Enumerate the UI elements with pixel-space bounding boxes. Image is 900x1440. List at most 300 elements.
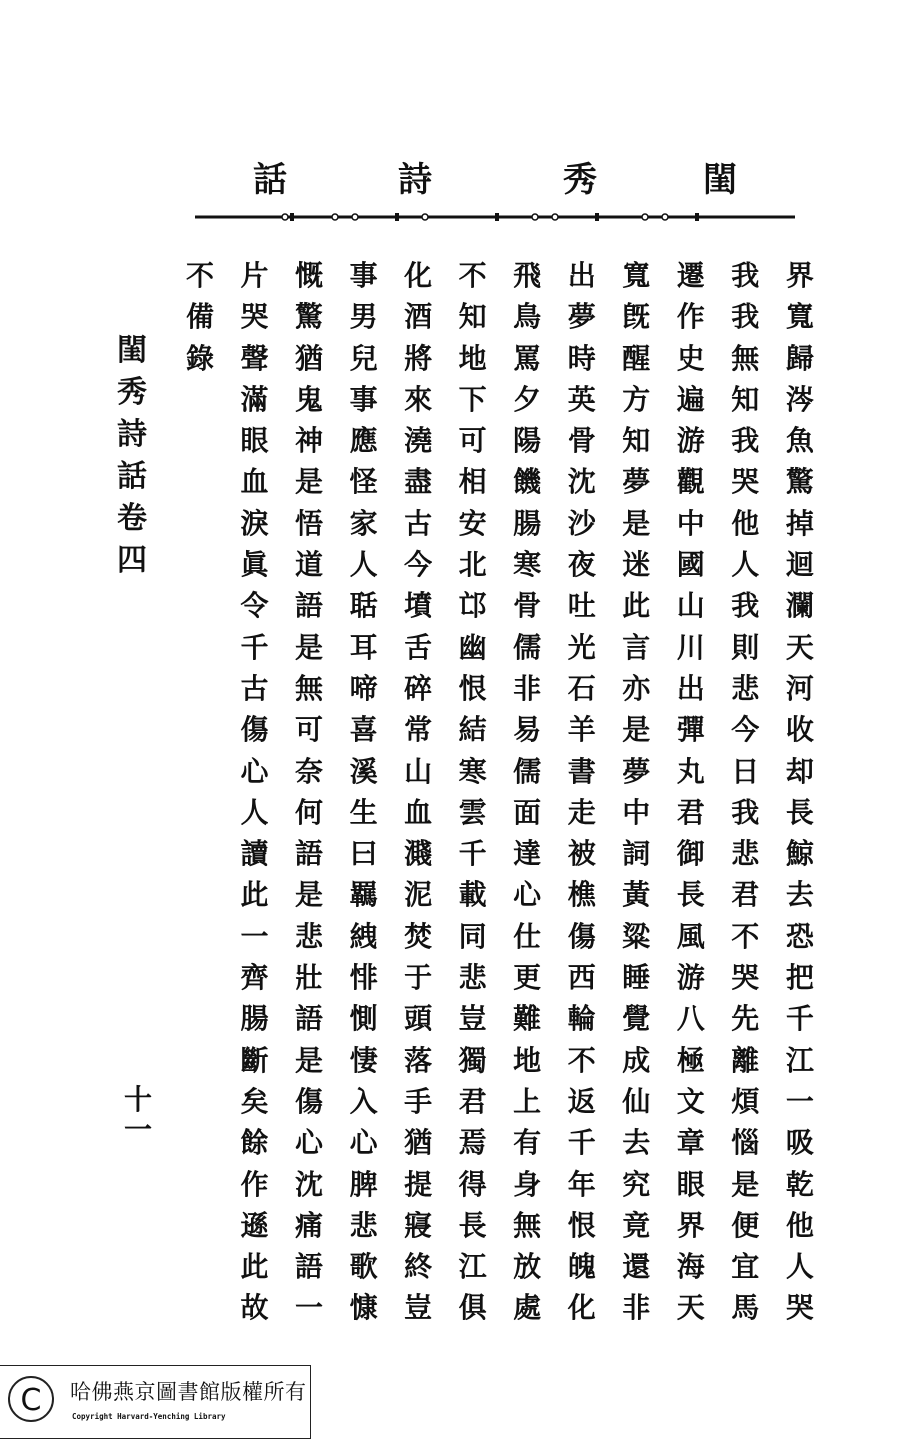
text-char: 石 [567, 671, 596, 705]
text-char: 寒 [513, 548, 542, 582]
text-char: 御 [676, 837, 705, 871]
text-char: 年 [567, 1167, 596, 1201]
text-char: 英 [567, 382, 596, 416]
text-char: 光 [567, 630, 596, 664]
text-char: 非 [513, 671, 542, 705]
text-char: 河 [785, 671, 814, 705]
text-char: 雲 [458, 795, 487, 829]
text-char: 馬 [731, 1291, 760, 1325]
text-char: 錄 [185, 341, 214, 375]
text-char: 天 [676, 1291, 705, 1325]
text-char: 一 [240, 919, 269, 953]
copyright-text-en: Copyright Harvard-Yenching Library [72, 1412, 226, 1421]
text-char: 無 [295, 671, 324, 705]
text-char: 豈 [458, 1002, 487, 1036]
text-char: 界 [676, 1208, 705, 1242]
text-char: 西 [567, 961, 596, 995]
margin-title-char: 卷 [117, 501, 147, 536]
text-char: 我 [731, 259, 760, 292]
text-char: 羈 [349, 878, 378, 912]
text-char: 返 [567, 1084, 596, 1118]
text-char: 沙 [567, 506, 596, 540]
text-char: 下 [458, 382, 487, 416]
text-char: 亦 [622, 671, 651, 705]
text-char: 遜 [240, 1208, 269, 1242]
text-char: 上 [513, 1084, 542, 1118]
text-char: 是 [622, 713, 651, 747]
text-char: 傷 [295, 1084, 324, 1118]
text-char: 惱 [731, 1126, 760, 1160]
text-char: 極 [676, 1043, 705, 1077]
text-char: 泥 [404, 878, 433, 912]
text-char: 方 [622, 382, 651, 416]
text-char: 無 [513, 1208, 542, 1242]
text-char: 儒 [513, 754, 542, 788]
text-char: 國 [676, 548, 705, 582]
text-char: 古 [240, 671, 269, 705]
text-char: 慷 [349, 1291, 378, 1325]
text-char: 惻 [349, 1002, 378, 1036]
text-char: 丸 [676, 754, 705, 788]
text-char: 風 [676, 919, 705, 953]
text-char: 手 [404, 1084, 433, 1118]
text-char: 奈 [295, 754, 324, 788]
text-char: 滿 [240, 382, 269, 416]
text-char: 悲 [458, 961, 487, 995]
text-char: 詞 [622, 837, 651, 871]
text-char: 聲 [240, 341, 269, 375]
text-char: 黃 [622, 878, 651, 912]
text-char: 兒 [349, 341, 378, 375]
text-char: 提 [404, 1167, 433, 1201]
text-char: 出 [676, 671, 705, 705]
text-char: 樵 [567, 878, 596, 912]
text-char: 濺 [404, 837, 433, 871]
text-char: 是 [622, 506, 651, 540]
text-char: 壯 [295, 961, 324, 995]
text-char: 迷 [622, 548, 651, 582]
text-char: 骨 [513, 589, 542, 623]
text-char: 地 [458, 341, 487, 375]
text-column [562, 255, 602, 1325]
text-char: 墳 [404, 589, 433, 623]
text-char: 身 [513, 1167, 542, 1201]
text-char: 達 [513, 837, 542, 871]
text-char: 却 [785, 754, 814, 788]
text-column [289, 255, 329, 1325]
text-char: 出 [567, 259, 596, 292]
copyright-text-zh: 哈佛燕京圖書館版權所有 [70, 1380, 307, 1404]
text-char: 夢 [567, 300, 596, 334]
text-char: 君 [676, 795, 705, 829]
text-char: 更 [513, 961, 542, 995]
text-column [780, 255, 820, 1325]
text-char: 是 [295, 465, 324, 499]
text-char: 迴 [785, 548, 814, 582]
header-char-1: 閨 [703, 160, 737, 200]
text-char: 豈 [404, 1291, 433, 1325]
text-char: 寢 [404, 1208, 433, 1242]
text-char: 作 [676, 300, 705, 334]
text-char: 今 [404, 548, 433, 582]
text-char: 傷 [567, 919, 596, 953]
text-char: 吸 [785, 1126, 814, 1160]
text-char: 悲 [731, 671, 760, 705]
text-char: 無 [731, 341, 760, 375]
text-char: 去 [622, 1126, 651, 1160]
text-char: 令 [240, 589, 269, 623]
text-char: 腸 [513, 506, 542, 540]
text-char: 是 [731, 1167, 760, 1201]
text-char: 語 [295, 1250, 324, 1284]
text-char: 知 [731, 382, 760, 416]
text-char: 何 [295, 795, 324, 829]
text-char: 溪 [349, 754, 378, 788]
text-char: 鯨 [785, 837, 814, 871]
text-char: 海 [676, 1250, 705, 1284]
text-char: 齊 [240, 961, 269, 995]
text-char: 羊 [567, 713, 596, 747]
text-char: 澆 [404, 424, 433, 458]
text-char: 川 [676, 630, 705, 664]
text-char: 哭 [731, 465, 760, 499]
text-char: 是 [295, 1043, 324, 1077]
page-number-char: 十 [123, 1083, 152, 1116]
text-char: 長 [785, 795, 814, 829]
text-char: 心 [295, 1126, 324, 1160]
text-char: 結 [458, 713, 487, 747]
text-char: 哭 [731, 961, 760, 995]
text-char: 焚 [404, 919, 433, 953]
text-char: 成 [622, 1043, 651, 1077]
text-char: 便 [731, 1208, 760, 1242]
text-char: 聒 [349, 589, 378, 623]
text-char: 眼 [240, 424, 269, 458]
text-char: 脾 [349, 1167, 378, 1201]
text-char: 常 [404, 713, 433, 747]
text-char: 夢 [622, 465, 651, 499]
text-char: 血 [404, 795, 433, 829]
text-char: 落 [404, 1043, 433, 1077]
text-char: 睡 [622, 961, 651, 995]
text-char: 魄 [567, 1250, 596, 1284]
text-char: 語 [295, 589, 324, 623]
text-char: 生 [349, 795, 378, 829]
text-char: 邙 [458, 589, 487, 623]
text-char: 掉 [785, 506, 814, 540]
text-char: 涔 [785, 382, 814, 416]
text-char: 知 [622, 424, 651, 458]
text-char: 易 [513, 713, 542, 747]
text-char: 非 [622, 1291, 651, 1325]
text-char: 盡 [404, 465, 433, 499]
text-char: 是 [295, 630, 324, 664]
text-char: 放 [513, 1250, 542, 1284]
text-char: 語 [295, 1002, 324, 1036]
text-char: 竟 [622, 1208, 651, 1242]
text-char: 淚 [240, 506, 269, 540]
text-char: 離 [731, 1043, 760, 1077]
text-char: 我 [731, 300, 760, 334]
text-char: 耳 [349, 630, 378, 664]
text-char: 恐 [785, 919, 814, 953]
text-char: 舌 [404, 630, 433, 664]
text-char: 長 [676, 878, 705, 912]
text-char: 應 [349, 424, 378, 458]
text-column [398, 255, 438, 1325]
text-char: 走 [567, 795, 596, 829]
text-char: 喜 [349, 713, 378, 747]
text-char: 悟 [295, 506, 324, 540]
text-char: 寒 [458, 754, 487, 788]
page-number-char: 一 [123, 1113, 152, 1146]
text-char: 哭 [240, 300, 269, 334]
margin-title-char: 話 [117, 459, 147, 494]
text-char: 眞 [240, 548, 269, 582]
text-char: 旣 [622, 300, 651, 334]
text-char: 片 [240, 259, 269, 292]
header-char-4: 話 [253, 160, 287, 200]
text-char: 人 [731, 548, 760, 582]
text-char: 餘 [240, 1126, 269, 1160]
text-char: 山 [404, 754, 433, 788]
text-column [725, 255, 765, 1325]
text-char: 慨 [295, 259, 324, 292]
text-char: 哭 [785, 1291, 814, 1325]
margin-title-char: 四 [117, 543, 147, 578]
text-char: 絏 [349, 919, 378, 953]
text-char: 古 [404, 506, 433, 540]
text-column [507, 255, 547, 1325]
text-char: 家 [349, 506, 378, 540]
text-char: 痛 [295, 1208, 324, 1242]
text-char: 酒 [404, 300, 433, 334]
text-char: 章 [676, 1126, 705, 1160]
text-char: 一 [785, 1084, 814, 1118]
poem-text-body [180, 255, 820, 1325]
text-char: 不 [458, 259, 487, 292]
text-column [180, 255, 220, 1315]
text-char: 究 [622, 1167, 651, 1201]
text-char: 遷 [676, 259, 705, 292]
text-char: 千 [458, 837, 487, 871]
text-char: 可 [295, 713, 324, 747]
text-char: 俱 [458, 1291, 487, 1325]
text-char: 書 [567, 754, 596, 788]
text-char: 仙 [622, 1084, 651, 1118]
text-char: 歸 [785, 341, 814, 375]
text-char: 還 [622, 1250, 651, 1284]
text-char: 儒 [513, 630, 542, 664]
text-char: 來 [404, 382, 433, 416]
text-char: 時 [567, 341, 596, 375]
text-char: 是 [295, 878, 324, 912]
text-char: 仕 [513, 919, 542, 953]
text-char: 我 [731, 424, 760, 458]
text-char: 載 [458, 878, 487, 912]
text-char: 日 [731, 754, 760, 788]
text-char: 長 [458, 1208, 487, 1242]
margin-title-char: 閨 [117, 333, 147, 368]
text-char: 焉 [458, 1126, 487, 1160]
text-char: 彈 [676, 713, 705, 747]
text-char: 沈 [567, 465, 596, 499]
text-column [344, 255, 384, 1325]
text-char: 處 [513, 1291, 542, 1325]
text-char: 文 [676, 1084, 705, 1118]
text-char: 腸 [240, 1002, 269, 1036]
text-char: 醒 [622, 341, 651, 375]
text-char: 讀 [240, 837, 269, 871]
text-char: 千 [240, 630, 269, 664]
text-char: 不 [567, 1043, 596, 1077]
text-char: 備 [185, 300, 214, 334]
text-char: 吐 [567, 589, 596, 623]
margin-title-char: 秀 [117, 375, 147, 410]
page-number [118, 1085, 158, 1145]
text-char: 事 [349, 259, 378, 292]
text-char: 得 [458, 1167, 487, 1201]
text-char: 一 [295, 1291, 324, 1325]
text-char: 寬 [622, 259, 651, 292]
text-char: 知 [458, 300, 487, 334]
text-char: 千 [567, 1126, 596, 1160]
text-char: 血 [240, 465, 269, 499]
text-char: 千 [785, 1002, 814, 1036]
header-ornamental-rule [195, 210, 795, 224]
text-char: 中 [676, 506, 705, 540]
text-char: 他 [731, 506, 760, 540]
text-char: 被 [567, 837, 596, 871]
margin-title-char: 詩 [117, 417, 147, 452]
text-char: 啼 [349, 671, 378, 705]
text-char: 頭 [404, 1002, 433, 1036]
text-char: 骨 [567, 424, 596, 458]
text-char: 矣 [240, 1084, 269, 1118]
text-char: 我 [731, 795, 760, 829]
text-char: 今 [731, 713, 760, 747]
text-char: 飛 [513, 259, 542, 292]
text-char: 恨 [567, 1208, 596, 1242]
text-char: 江 [458, 1250, 487, 1284]
text-char: 入 [349, 1084, 378, 1118]
text-char: 眼 [676, 1167, 705, 1201]
text-char: 化 [404, 259, 433, 292]
text-char: 不 [185, 259, 214, 292]
text-column [671, 255, 711, 1325]
text-char: 游 [676, 424, 705, 458]
text-char: 天 [785, 630, 814, 664]
text-char: 安 [458, 506, 487, 540]
text-column [235, 255, 275, 1325]
text-char: 把 [785, 961, 814, 995]
copyright-stamp [0, 1365, 311, 1439]
text-char: 則 [731, 630, 760, 664]
text-char: 山 [676, 589, 705, 623]
text-char: 魚 [785, 424, 814, 458]
text-char: 歌 [349, 1250, 378, 1284]
text-char: 曰 [349, 837, 378, 871]
text-char: 界 [785, 259, 814, 292]
text-char: 相 [458, 465, 487, 499]
text-char: 怪 [349, 465, 378, 499]
text-char: 夢 [622, 754, 651, 788]
text-char: 人 [349, 548, 378, 582]
text-char: 此 [622, 589, 651, 623]
text-char: 面 [513, 795, 542, 829]
text-char: 此 [240, 878, 269, 912]
header-char-2: 秀 [563, 160, 597, 200]
text-char: 遍 [676, 382, 705, 416]
text-char: 悲 [349, 1208, 378, 1242]
text-char: 故 [240, 1291, 269, 1325]
text-char: 覺 [622, 1002, 651, 1036]
text-char: 言 [622, 630, 651, 664]
text-char: 心 [513, 878, 542, 912]
text-char: 事 [349, 382, 378, 416]
text-char: 化 [567, 1291, 596, 1325]
text-char: 饑 [513, 465, 542, 499]
text-char: 粱 [622, 919, 651, 953]
text-char: 史 [676, 341, 705, 375]
text-char: 將 [404, 341, 433, 375]
text-char: 君 [458, 1084, 487, 1118]
text-char: 鬼 [295, 382, 324, 416]
text-char: 可 [458, 424, 487, 458]
text-char: 夜 [567, 548, 596, 582]
text-char: 寬 [785, 300, 814, 334]
text-char: 獨 [458, 1043, 487, 1077]
text-char: 八 [676, 1002, 705, 1036]
text-char: 幽 [458, 630, 487, 664]
text-char: 終 [404, 1250, 433, 1284]
text-column [616, 255, 656, 1325]
text-char: 悱 [349, 961, 378, 995]
text-char: 瀾 [785, 589, 814, 623]
text-char: 中 [622, 795, 651, 829]
text-char: 陽 [513, 424, 542, 458]
text-char: 作 [240, 1167, 269, 1201]
text-char: 江 [785, 1043, 814, 1077]
text-char: 傷 [240, 713, 269, 747]
text-char: 我 [731, 589, 760, 623]
text-char: 游 [676, 961, 705, 995]
text-char: 猶 [404, 1126, 433, 1160]
text-char: 宜 [731, 1250, 760, 1284]
text-char: 猶 [295, 341, 324, 375]
text-char: 有 [513, 1126, 542, 1160]
text-char: 難 [513, 1002, 542, 1036]
text-char: 夕 [513, 382, 542, 416]
text-char: 去 [785, 878, 814, 912]
text-char: 心 [349, 1126, 378, 1160]
margin-title [112, 330, 152, 582]
text-char: 君 [731, 878, 760, 912]
text-char: 心 [240, 754, 269, 788]
text-char: 罵 [513, 341, 542, 375]
text-char: 悽 [349, 1043, 378, 1077]
header-char-3: 詩 [398, 160, 432, 200]
text-char: 人 [785, 1250, 814, 1284]
text-char: 道 [295, 548, 324, 582]
text-char: 他 [785, 1208, 814, 1242]
text-char: 輪 [567, 1002, 596, 1036]
text-char: 悲 [295, 919, 324, 953]
copyright-icon: C [8, 1376, 54, 1422]
text-char: 驚 [295, 300, 324, 334]
text-char: 同 [458, 919, 487, 953]
text-char: 驚 [785, 465, 814, 499]
